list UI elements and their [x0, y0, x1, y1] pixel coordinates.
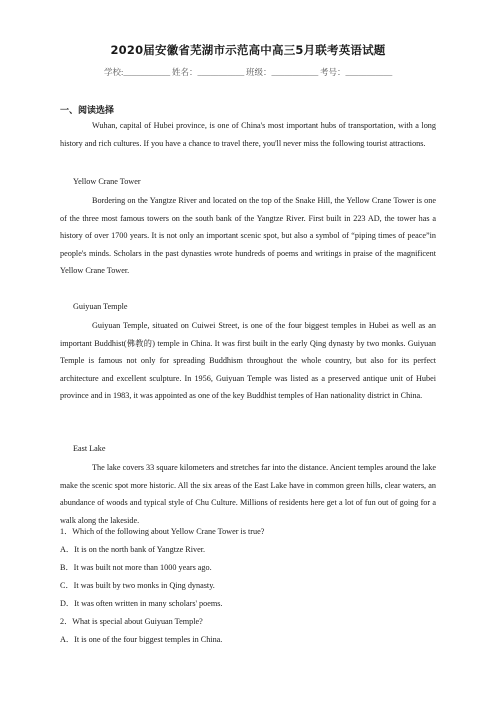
- school-field: 学校:___________: [104, 67, 171, 77]
- section-heading: 一、阅读选择: [60, 106, 115, 116]
- attraction-heading-yellow-crane: Yellow Crane Tower: [73, 177, 141, 186]
- paragraph-yellow-crane: Bordering on the Yangtze River and located on the top of the Snake Hill, the Yellow Crane Tower is one of the three most famous towers on the south bank of the Yangtze River. First built in 223 AD, the tower has a history of over 1700 years. It is not only an important scenic spot, but also a symbol of “piping times of peace”in people's minds. Scholars in the past dynasties wrote hundreds of poems and writings in praise of the magnificent Yellow Crane Tower.: [60, 196, 436, 276]
- paragraph-east-lake: The lake covers 33 square kilometers and stretches far into the distance. Ancient temples around the lake make the scenic spot more historic. All the six areas of the East Lake have in common green hills, clear waters, an abundance of woods and typical style of Chu Culture. Millions of residents here get a lot of fun out of going for a walk along the lakeside.: [60, 463, 436, 525]
- option-2a: A．It is one of the four biggest temples in China.: [60, 635, 223, 644]
- page-title: 2020届安徽省芜湖市示范高中高三5月联考英语试题: [110, 43, 386, 57]
- option-1c: C．It was built by two monks in Qing dynasty.: [60, 581, 215, 590]
- attraction-heading-east-lake: East Lake: [73, 444, 106, 453]
- option-1d: D．It was often written in many scholars' poems.: [60, 599, 223, 608]
- number-field: 考号：___________: [320, 67, 393, 77]
- option-1b: B．It was built not more than 1000 years ago.: [60, 563, 212, 572]
- intro-paragraph: Wuhan, capital of Hubei province, is one of China's most important hubs of transportation, with a long history and rich cultures. If you have a chance to travel there, you'll never miss the following tourist attractions.: [60, 121, 436, 148]
- class-field: 班级：___________: [246, 67, 319, 77]
- name-field: 姓名：___________: [172, 67, 245, 77]
- option-1a: A．It is on the north bank of Yangtze River.: [60, 545, 206, 554]
- question-2: 2．What is special about Guiyuan Temple?: [60, 617, 203, 626]
- paragraph-guiyuan: Guiyuan Temple, situated on Cuiwei Street, is one of the four biggest temples in Hubei as well as an important Buddhist(佛教的) temple in China. It was first built in the early Qing dynasty by two monks. Guiyuan Temple is famous not only for spreading Buddhism throughout the whole country, but also for its perfect architecture and excellent sculpture. In 1956, Guiyuan Temple was listed as a preserved antique unit of Hubei province and in 1983, it was appointed as one of the key Buddhist temples of Han nationality district in China.: [60, 321, 436, 401]
- attraction-heading-guiyuan: Guiyuan Temple: [73, 302, 128, 311]
- question-1: 1．Which of the following about Yellow Crane Tower is true?: [60, 527, 265, 536]
